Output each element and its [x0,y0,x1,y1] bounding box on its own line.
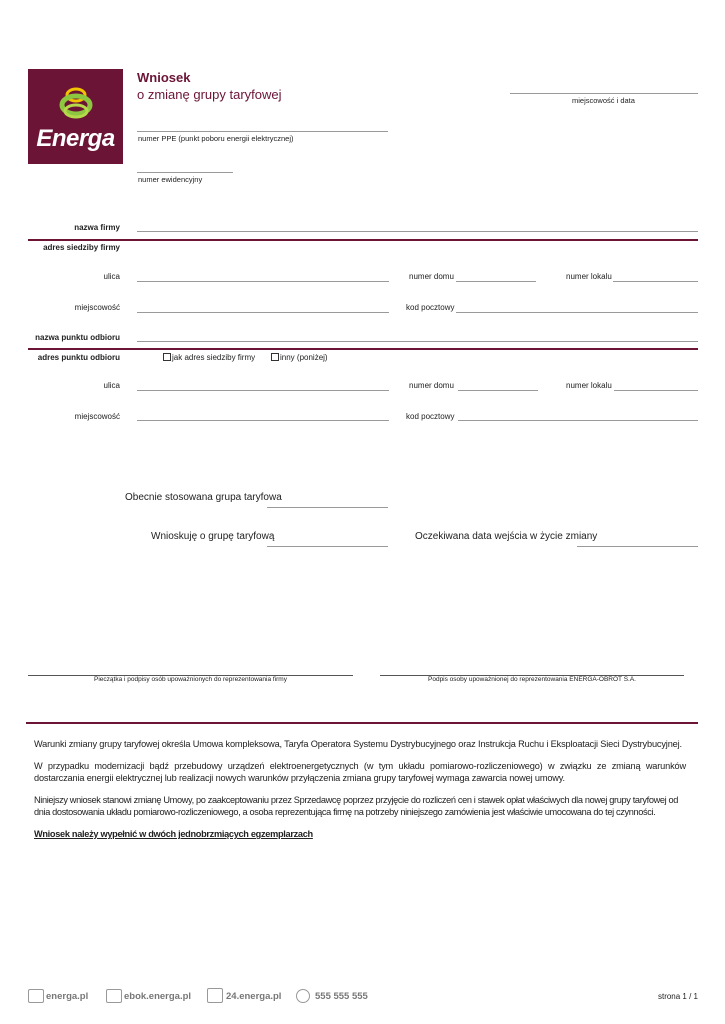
point-name-label: nazwa punktu odbioru [35,333,120,342]
place-date-field[interactable] [510,93,698,94]
point-city-field[interactable] [137,420,389,421]
company-postal-field[interactable] [456,312,698,313]
company-street-label: ulica [103,272,120,281]
same-address-checkbox[interactable] [163,353,171,361]
effective-date-label: Oczekiwana data wejścia w życie zmiany [415,531,598,542]
company-house-label: numer domu [409,272,454,281]
point-name-field[interactable] [137,341,698,342]
same-address-option: jak adres siedziby firmy [172,353,256,362]
point-address-label: adres punktu odbioru [37,353,120,362]
headset-icon [296,989,310,1003]
ppe-caption: numer PPE (punkt poboru energii elektrycznej) [138,134,294,143]
requested-tariff-field[interactable] [267,546,388,547]
terms-paragraph-3: Niniejszy wniosek stanowi zmianę Umowy, po zaakceptowaniu przez Sprzedawcę poprzez przyjęcie do rozliczeń cen i stawek opłat właściwych dla nowej grupy taryfowej od dnia dostosowania układu pomiarowo-rozliczeniowego, a osoba reprezentująca firmę na potrzeby niniejszego zamówienia jest właściwie umocowana do tej czynności. [34,795,679,817]
company-house-field[interactable] [456,281,536,282]
company-city-field[interactable] [137,312,389,313]
terms-paragraph-2: W przypadku modernizacji bądź przebudowy urządzeń elektroenergetycznych (w tym układu pomiarowo-rozliczeniowego) w związku ze zmianą warunków dostarczania energii elektrycznej lub realizacji nowych warunków przyłączenia zmiana grupy taryfowej wymaga zawarcia nowej umowy. [34,761,686,783]
point-postal-field[interactable] [458,420,698,421]
company-city-label: miejscowość [74,303,120,312]
place-date-caption: miejscowość i data [572,96,635,105]
section-divider [28,348,698,350]
form-title: Wniosek [137,70,191,85]
current-tariff-label: Obecnie stosowana grupa taryfowa [125,492,282,503]
point-postal-label: kod pocztowy [406,412,455,421]
calendar-icon [207,988,223,1003]
terms-paragraph-4: Wniosek należy wypełnić w dwóch jednobrzmiących egzemplarzach [34,829,313,839]
form-subtitle: o zmianę grupy taryfowej [137,87,282,102]
terms-paragraph-1: Warunki zmiany grupy taryfowej określa Umowa kompleksowa, Taryfa Operatora Systemu Dystrybucyjnego oraz Instrukcja Ruchu i Eksploatacji Sieci Dystrybucyjnej. [34,739,682,749]
company-flat-label: numer lokalu [566,272,612,281]
current-tariff-field[interactable] [267,507,388,508]
footer-phone[interactable]: 555 555 555 [315,991,368,1002]
company-flat-field[interactable] [613,281,698,282]
laptop-icon [28,989,44,1003]
point-house-label: numer domu [409,381,454,390]
section-divider [28,239,698,241]
laptop-icon [106,989,122,1003]
evid-caption: numer ewidencyjny [138,175,203,184]
logo-word: Energa [36,125,115,152]
footer-link-ebok[interactable]: ebok.energa.pl [124,991,192,1002]
client-signature-caption: Pieczątka i podpisy osób upoważnionych do reprezentowania firmy [94,676,287,683]
company-street-field[interactable] [137,281,389,282]
energa-logo [28,69,123,164]
company-postal-label: kod pocztowy [406,303,455,312]
company-name-field[interactable] [137,231,698,232]
point-flat-label: numer lokalu [566,381,612,390]
point-flat-field[interactable] [614,390,698,391]
footer-link-24[interactable]: 24.energa.pl [226,991,282,1002]
footer-link-energa[interactable]: energa.pl [46,991,89,1002]
other-address-option: inny (poniżej) [280,353,328,362]
company-address-label: adres siedziby firmy [43,243,120,252]
point-house-field[interactable] [458,390,538,391]
point-city-label: miejscowość [74,412,120,421]
company-name-label: nazwa firmy [74,223,120,232]
point-street-label: ulica [103,381,120,390]
energa-signature-caption: Podpis osoby upoważnionej do reprezentowania ENERGA-OBRÓT S.A. [428,676,636,683]
evid-number-field[interactable] [137,172,233,173]
page-number: strona 1 / 1 [657,992,698,1001]
requested-tariff-label: Wnioskuję o grupę taryfową [151,531,275,542]
ppe-field[interactable] [137,131,388,132]
energa-swirl-icon [58,81,94,125]
other-address-checkbox[interactable] [271,353,279,361]
point-street-field[interactable] [137,390,389,391]
terms-divider [26,722,698,724]
effective-date-field[interactable] [577,546,698,547]
